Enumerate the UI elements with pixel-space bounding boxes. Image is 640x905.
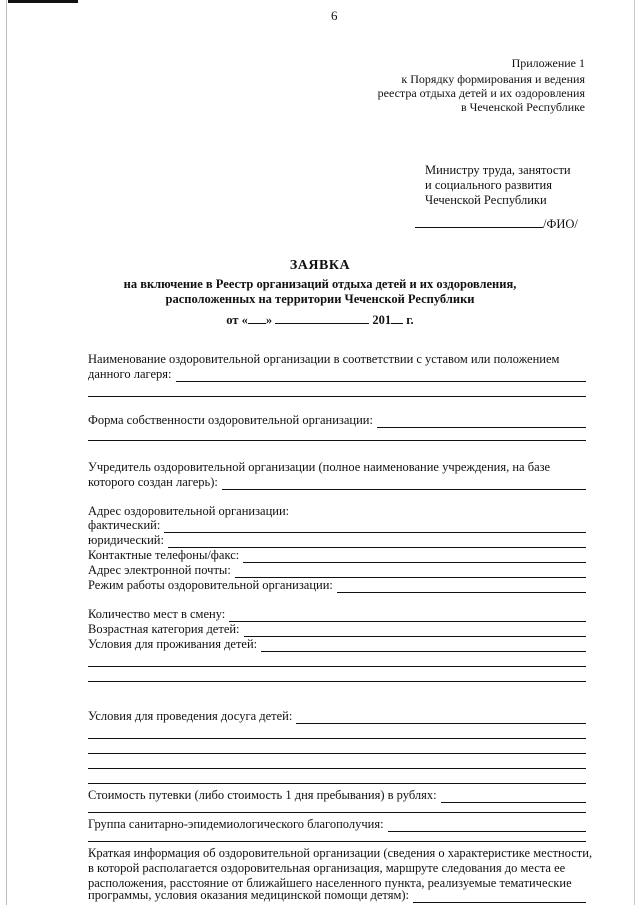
living-blank-line-3[interactable] [88, 681, 586, 682]
appendix-line-2: реестра отдыха детей и их оздоровления [377, 86, 585, 100]
date-mid: » [265, 313, 273, 327]
date-month-blank[interactable] [275, 312, 369, 324]
addressee-line-2: и социального развития [425, 178, 552, 192]
age-blank[interactable] [244, 625, 586, 637]
name-field[interactable] [88, 367, 586, 382]
date-line [0, 312, 640, 328]
subtitle-line-1: на включение в Реестр организаций отдыха детей и их оздоровления, [123, 277, 517, 291]
date-year-blank[interactable] [391, 312, 403, 324]
cost-field[interactable] [88, 788, 586, 803]
schedule-label: Режим работы оздоровительной организации: [88, 578, 333, 592]
legal-address-field[interactable] [88, 533, 586, 548]
page-number: 6 [331, 8, 338, 23]
appendix-label: Приложение 1 [511, 56, 585, 70]
sanitary-field[interactable] [88, 817, 586, 832]
email-blank[interactable] [235, 566, 586, 578]
living-field[interactable] [88, 637, 586, 652]
places-label: Количество мест в смену: [88, 607, 226, 621]
appendix-line-1: к Порядку формирования и ведения [401, 72, 585, 86]
schedule-field[interactable] [88, 578, 586, 593]
living-label: Условия для проживания детей: [88, 637, 258, 651]
founder-field[interactable] [88, 475, 586, 490]
legal-address-blank[interactable] [168, 536, 586, 548]
sanitary-blank-line-2[interactable] [88, 841, 586, 842]
name-label-2: данного лагеря: [88, 367, 172, 381]
date-year: 201 [372, 313, 392, 327]
ownership-label: Форма собственности оздоровительной организации: [88, 413, 373, 427]
cost-label: Стоимость путевки (либо стоимость 1 дня пребывания) в рублях: [88, 788, 437, 802]
address-label: Адрес оздоровительной организации: [88, 504, 290, 518]
ownership-blank[interactable] [377, 416, 586, 428]
scan-corner-mark [8, 0, 78, 3]
founder-line-1 [88, 460, 586, 475]
date-suffix: г. [406, 313, 414, 327]
leisure-blank[interactable] [296, 712, 586, 724]
actual-address-blank[interactable] [164, 521, 586, 533]
scan-right-edge [634, 0, 635, 905]
age-field[interactable] [88, 622, 586, 637]
appendix-line-3: в Чеченской Республике [460, 100, 585, 114]
founder-label-2: которого создан лагерь): [88, 475, 218, 489]
sanitary-blank[interactable] [388, 820, 586, 832]
name-blank-line-2[interactable] [88, 396, 586, 397]
name-blank[interactable] [176, 370, 587, 382]
living-blank[interactable] [261, 640, 586, 652]
ownership-field[interactable] [88, 413, 586, 428]
living-blank-line-2[interactable] [88, 666, 586, 667]
legal-address-label: юридический: [88, 533, 164, 547]
brief-line-2: в которой располагается оздоровительная организация, маршруте следования до места ее [88, 861, 566, 875]
cost-blank[interactable] [441, 791, 586, 803]
document-title: ЗАЯВКА [289, 258, 351, 273]
founder-label-1: Учредитель оздоровительной организации (полное наименование учреждения, на базе [88, 460, 551, 474]
leisure-blank-line-5[interactable] [88, 783, 586, 784]
places-blank[interactable] [229, 610, 586, 622]
leisure-blank-line-4[interactable] [88, 768, 586, 769]
brief-field[interactable] [88, 888, 586, 903]
phones-field[interactable] [88, 548, 586, 563]
brief-info-text [88, 846, 593, 861]
addressee-line-3: Чеченской Республики [425, 193, 547, 207]
cost-blank-line-2[interactable] [88, 812, 586, 813]
brief-line-1: Краткая информация об оздоровительной организации (сведения о характеристике местности, [88, 846, 593, 860]
scan-left-edge [6, 0, 7, 905]
leisure-blank-line-3[interactable] [88, 753, 586, 754]
fio-label: /ФИО/ [543, 217, 578, 231]
leisure-label: Условия для проведения досуга детей: [88, 709, 293, 723]
brief-line-3: расположения, расстояние от ближайшего населенного пункта, реализуемые тематические [88, 876, 572, 890]
brief-label-4: программы, условия оказания медицинской помощи детям): [88, 888, 410, 902]
subtitle-line-2: расположенных на территории Чеченской Республики [165, 292, 475, 306]
document-subtitle [0, 277, 640, 307]
ownership-blank-line-2[interactable] [88, 440, 586, 441]
age-label: Возрастная категория детей: [88, 622, 240, 636]
leisure-blank-line-2[interactable] [88, 738, 586, 739]
address-heading [88, 504, 586, 519]
schedule-blank[interactable] [337, 581, 586, 593]
addressee-line-1: Министру труда, занятости [425, 163, 571, 177]
sanitary-label: Группа санитарно-эпидемиологического благополучия: [88, 817, 384, 831]
addressee-block [425, 163, 571, 208]
phones-blank[interactable] [243, 551, 586, 563]
email-field[interactable] [88, 563, 586, 578]
leisure-field[interactable] [88, 709, 586, 724]
fio-blank[interactable] [415, 215, 543, 228]
actual-address-label: фактический: [88, 518, 161, 532]
date-day-blank[interactable] [248, 312, 266, 324]
founder-blank[interactable] [222, 478, 586, 490]
name-label-1: Наименование оздоровительной организации в соответствии с уставом или положением [88, 352, 560, 366]
date-prefix: от « [226, 313, 248, 327]
name-line-1 [88, 352, 586, 367]
places-field[interactable] [88, 607, 586, 622]
brief-blank[interactable] [413, 891, 586, 903]
actual-address-field[interactable] [88, 518, 586, 533]
email-label: Адрес электронной почты: [88, 563, 231, 577]
phones-label: Контактные телефоны/факс: [88, 548, 240, 562]
brief-info-text-2 [88, 861, 586, 876]
fio-field[interactable] [415, 215, 578, 232]
